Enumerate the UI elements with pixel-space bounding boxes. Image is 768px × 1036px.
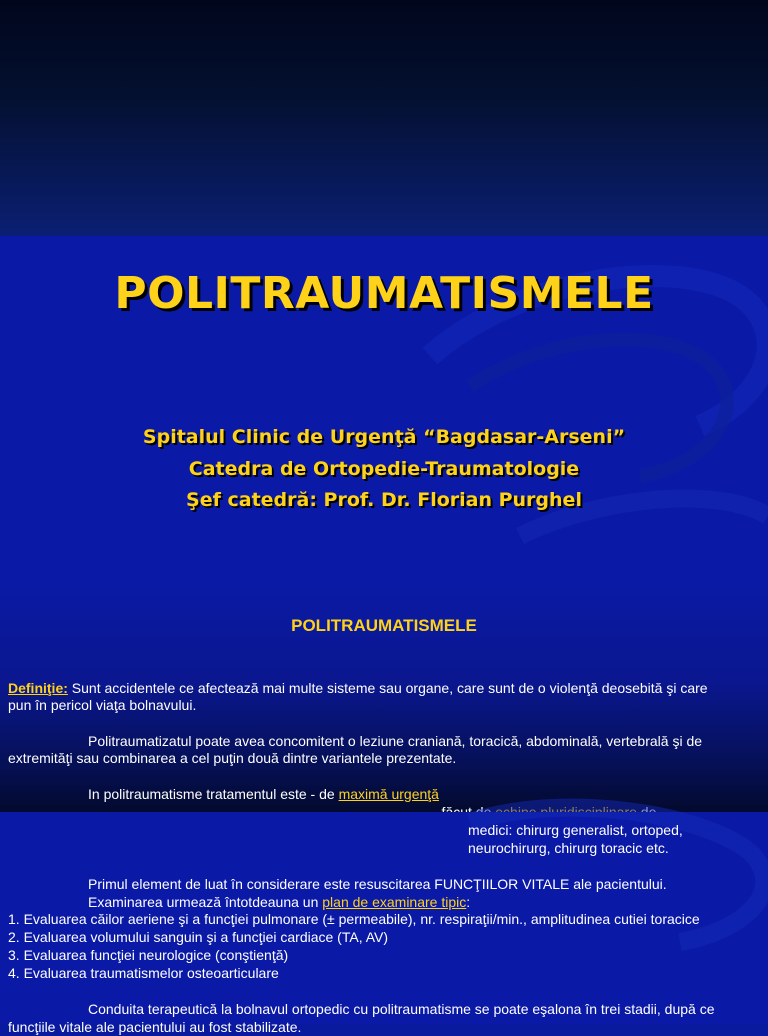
polytrauma-line-2: extremităţi sau combinarea a cel puţin două dintre variantele prezentate. — [8, 750, 457, 766]
dark-header-band — [0, 0, 768, 236]
exam-plan-suffix: : — [466, 894, 471, 910]
definition-slide — [0, 576, 768, 812]
exam-plan-prefix: Examinarea urmează întotdeauna un — [88, 894, 323, 910]
chief-line: Şef catedră: Prof. Dr. Florian Purghel — [186, 489, 582, 511]
exam-plan-link: plan de examinare tipic — [322, 894, 467, 910]
hospital-line: Spitalul Clinic de Urgenţă “Bagdasar-Arseni” — [142, 426, 626, 448]
conduct-line-1: Conduita terapeutică la bolnavul ortopedic cu politraumatisme se poate eşalona în trei stadii, după ce — [88, 1001, 715, 1017]
polytrauma-line-1: Politraumatizatul poate avea concomitent o leziune craniană, toracică, abdominală, vertebrală şi de — [88, 733, 703, 749]
exam-plan-line — [88, 894, 470, 911]
definition-line-2: pun în pericol viaţa bolnavului. — [8, 697, 197, 713]
definition-label: Definiţie: — [8, 680, 68, 696]
list-item: 3. Evaluarea funcţiei neurologice (conştienţă) — [8, 947, 289, 963]
section-heading: POLITRAUMATISMELE — [291, 616, 477, 635]
treatment-line — [88, 786, 439, 803]
department-line: Catedra de Ortopedie-Traumatologie — [188, 458, 580, 480]
max-urgency-text: maximă urgenţă — [338, 786, 439, 802]
definition-line-1 — [8, 680, 708, 697]
doctors-line-2: neurochirurg, chirurg toracic etc. — [468, 840, 669, 856]
doctors-line-1: medici: chirurg generalist, ortoped, — [468, 822, 683, 838]
list-item: 4. Evaluarea traumatismelor osteoarticulare — [8, 965, 279, 981]
examination-slide — [0, 812, 768, 1035]
slide-title: POLITRAUMATISMELE — [114, 268, 654, 319]
treatment-prefix: In politraumatisme tratamentul este - de — [88, 786, 339, 802]
title-slide — [0, 236, 768, 576]
definition-text: Sunt accidentele ce afectează mai multe sisteme sau organe, care sunt de o violenţă deosebită şi care — [67, 680, 708, 696]
conduct-line-2: funcţiile vitale ale pacientului au fost stabilizate. — [8, 1019, 302, 1035]
list-item: 2. Evaluarea volumului sanguin şi a funcţiei cardiace (TA, AV) — [8, 929, 389, 945]
vital-functions-line: Primul element de luat în considerare este resuscitarea FUNCŢIILOR VITALE ale pacientului. — [88, 876, 667, 892]
list-item: 1. Evaluarea căilor aeriene şi a funcţiei pulmonare (± permeabile), nr. respiraţii/min., amplitudinea cutiei toracice — [8, 911, 700, 927]
